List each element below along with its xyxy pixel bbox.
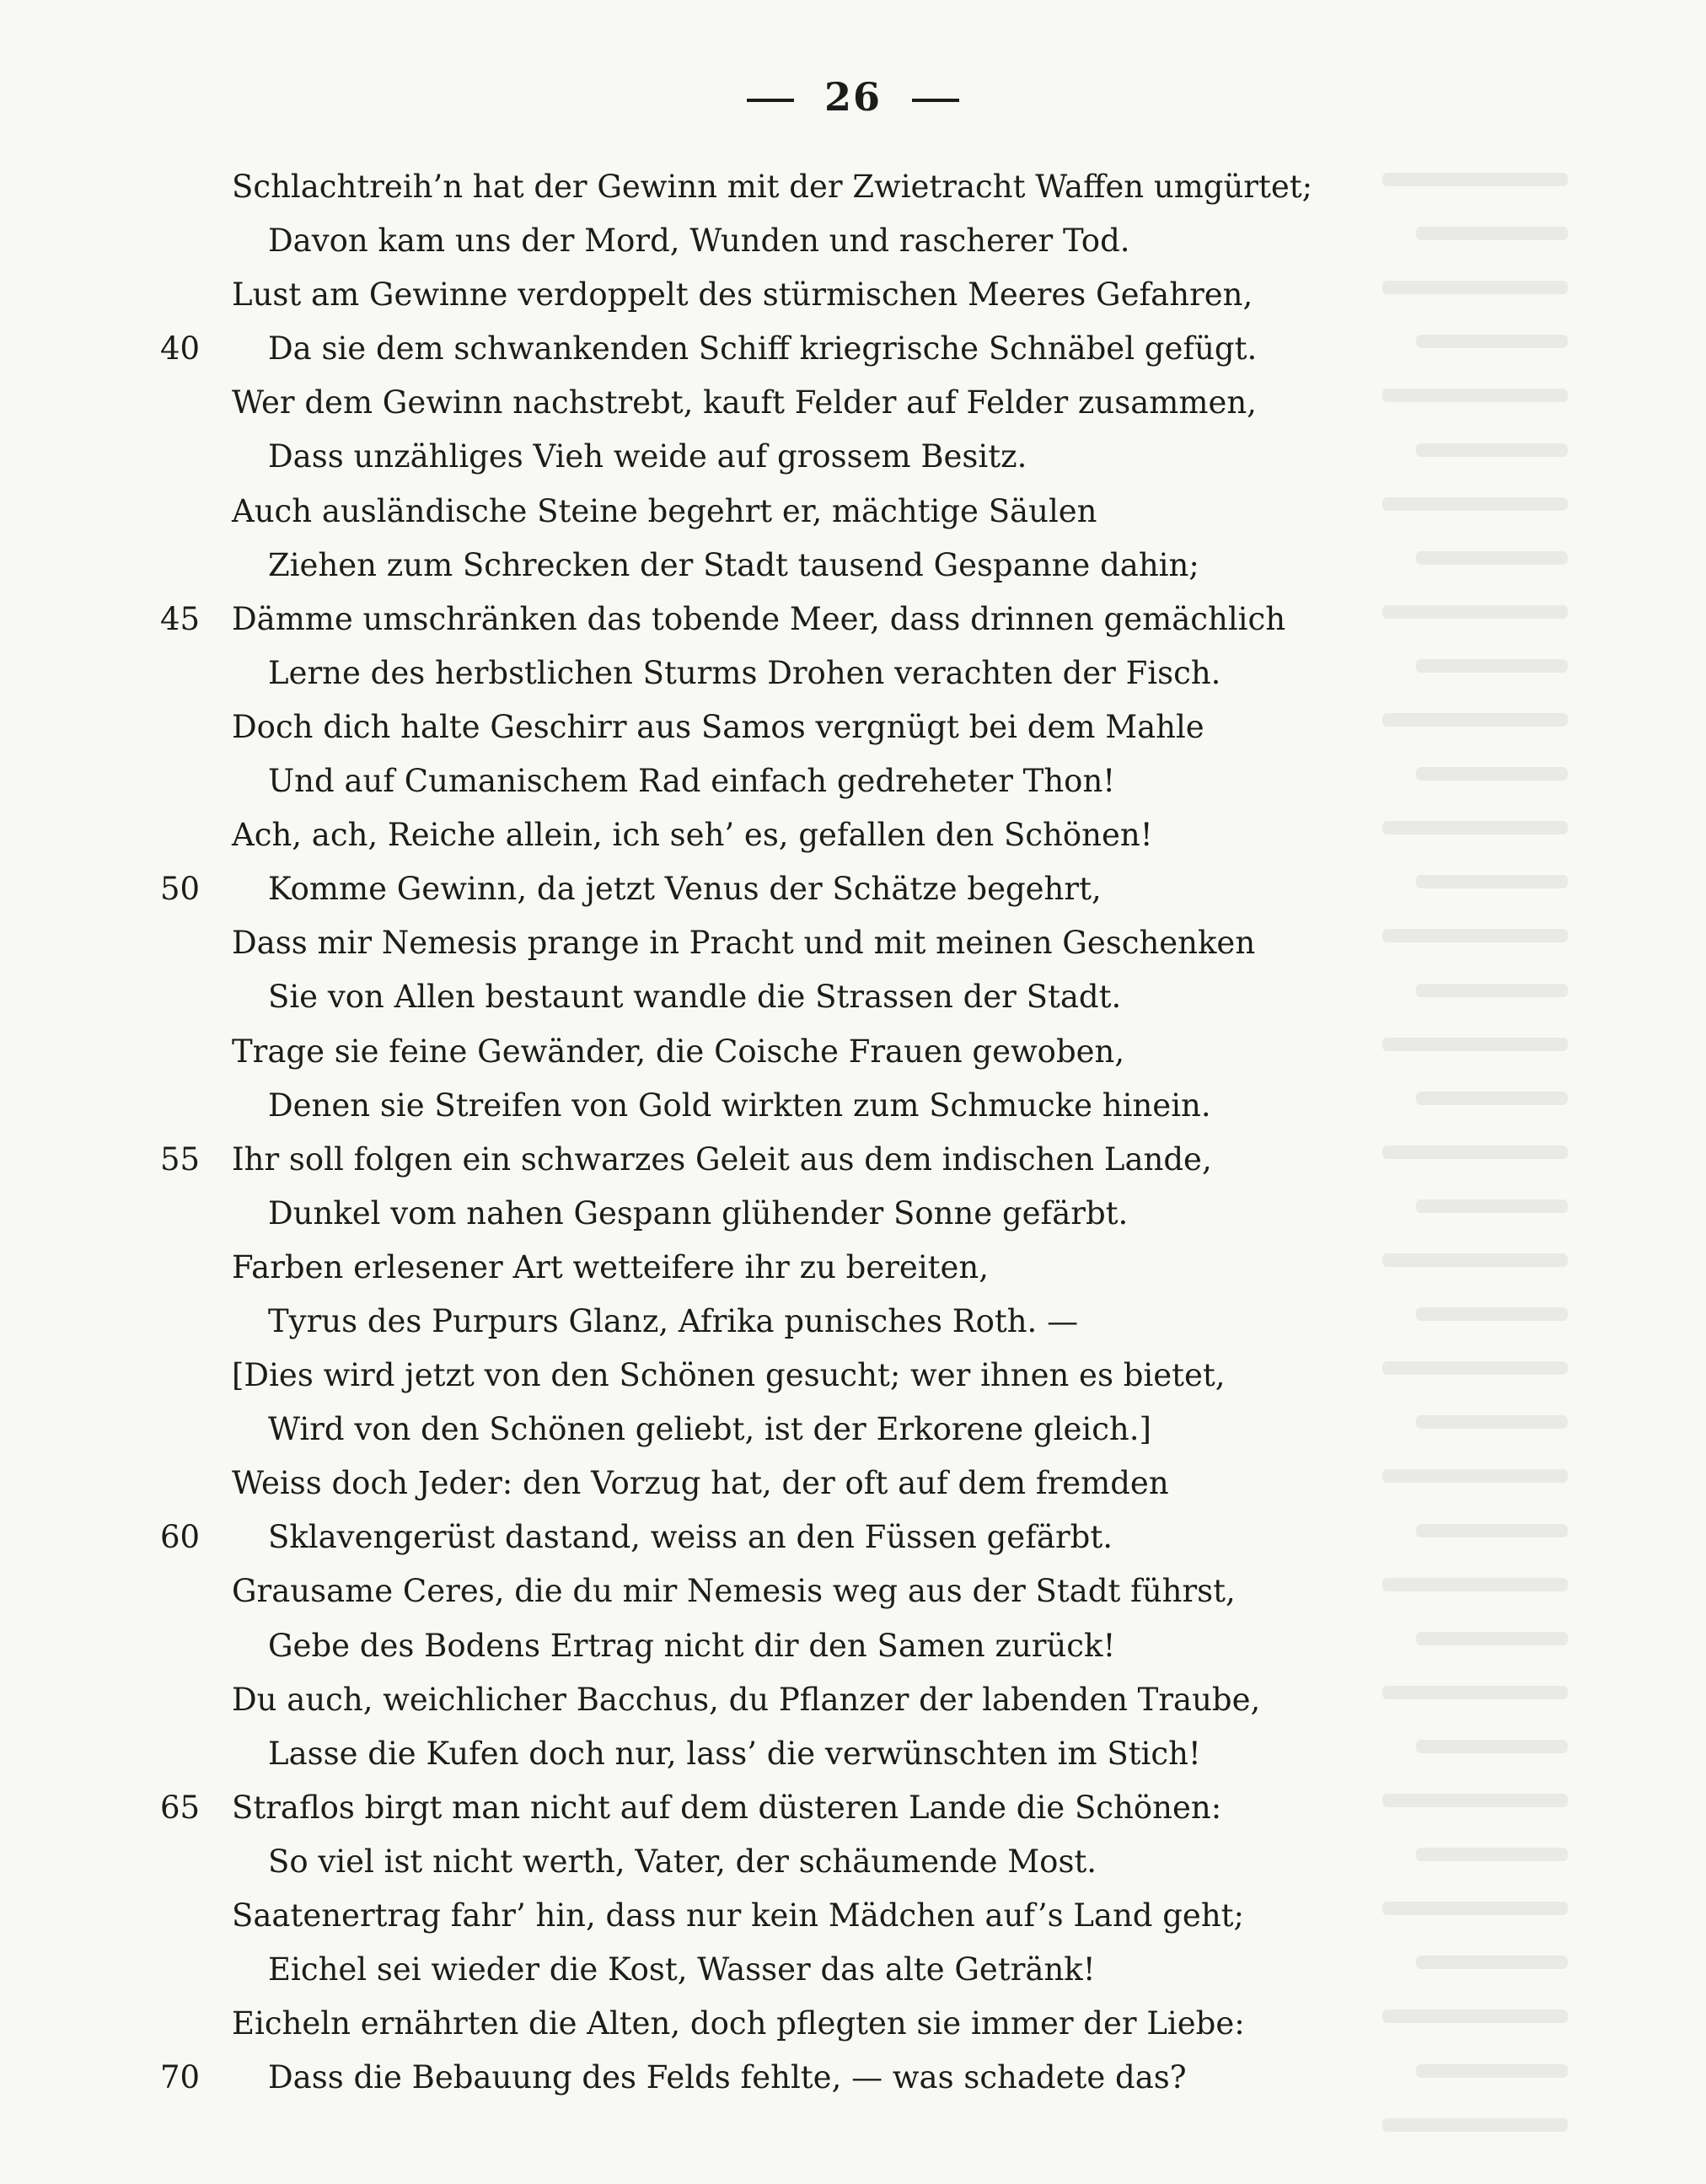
verse-line — [0, 1619, 1706, 1673]
verse-text: Da sie dem schwankenden Schiff kriegrische Schnäbel gefügt. — [268, 330, 1258, 368]
line-number: 65 — [160, 1789, 201, 1826]
line-number: 60 — [160, 1519, 201, 1556]
verse-text: Eicheln ernährten die Alten, doch pflegten sie immer der Liebe: — [232, 2005, 1245, 2042]
header-dash-right — [912, 99, 959, 102]
verse-text: Doch dich halte Geschirr aus Samos vergnügt bei dem Mahle — [232, 708, 1204, 745]
line-number: 40 — [160, 330, 201, 368]
verse-text: Saatenertrag fahr’ hin, dass nur kein Mädchen auf’s Land geht; — [232, 1897, 1244, 1934]
page-number: 26 — [823, 74, 882, 120]
verse-text: Komme Gewinn, da jetzt Venus der Schätze begehrt, — [268, 871, 1102, 908]
verse-line — [0, 1835, 1706, 1889]
verse-line — [0, 970, 1706, 1024]
verse-line — [0, 430, 1706, 484]
verse-line — [0, 916, 1706, 970]
verse-line — [0, 1889, 1706, 1943]
verse-text: Lust am Gewinne verdoppelt des stürmischen Meeres Gefahren, — [232, 276, 1253, 314]
verse-text: Lerne des herbstlichen Sturms Drohen verachten der Fisch. — [268, 654, 1221, 691]
page-header — [0, 74, 1706, 120]
line-number: 50 — [160, 871, 201, 908]
show-through-line — [1382, 2118, 1568, 2132]
verse-text: Trage sie feine Gewänder, die Coische Frauen gewoben, — [232, 1033, 1125, 1070]
verse-line — [0, 485, 1706, 539]
verse-line — [0, 376, 1706, 430]
line-number: 70 — [160, 2059, 201, 2096]
verse-line — [0, 1781, 1706, 1835]
verse-text: Dass unzähliges Vieh weide auf grossem Besitz. — [268, 438, 1027, 475]
verse-line — [0, 1997, 1706, 2051]
verse-line — [0, 1564, 1706, 1618]
verse-line — [0, 754, 1706, 808]
poem-text — [0, 160, 1706, 2105]
verse-text: Ach, ach, Reiche allein, ich seh’ es, gefallen den Schönen! — [232, 817, 1153, 854]
verse-line — [0, 1241, 1706, 1295]
verse-text: [Dies wird jetzt von den Schönen gesucht; wer ihnen es bietet, — [232, 1357, 1226, 1394]
verse-line — [0, 160, 1706, 214]
verse-line — [0, 1295, 1706, 1349]
verse-line — [0, 268, 1706, 322]
verse-line — [0, 1079, 1706, 1133]
verse-text: Schlachtreih’n hat der Gewinn mit der Zwietracht Waffen umgürtet; — [232, 169, 1313, 205]
verse-text: Lasse die Kufen doch nur, lass’ die verwünschten im Stich! — [268, 1735, 1201, 1772]
verse-text: Wer dem Gewinn nachstrebt, kauft Felder auf Felder zusammen, — [232, 384, 1257, 421]
verse-line — [0, 1187, 1706, 1241]
verse-text: Dass mir Nemesis prange in Pracht und mit meinen Geschenken — [232, 925, 1256, 962]
verse-text: Ihr soll folgen ein schwarzes Geleit aus dem indischen Lande, — [232, 1140, 1212, 1178]
line-number: 45 — [160, 600, 201, 637]
verse-text: Weiss doch Jeder: den Vorzug hat, der oft auf dem fremden — [232, 1465, 1169, 1502]
verse-text: Dämme umschränken das tobende Meer, dass drinnen gemächlich — [232, 600, 1286, 637]
verse-text: Wird von den Schönen geliebt, ist der Erkorene gleich.] — [268, 1411, 1151, 1448]
verse-line — [0, 647, 1706, 700]
verse-line — [0, 1457, 1706, 1511]
verse-line — [0, 1025, 1706, 1079]
header-dash-left — [747, 99, 794, 102]
line-number: 55 — [160, 1140, 201, 1178]
verse-line — [0, 700, 1706, 754]
verse-text: Ziehen zum Schrecken der Stadt tausend Gespanne dahin; — [268, 546, 1199, 583]
verse-line — [0, 539, 1706, 593]
verse-line — [0, 1349, 1706, 1403]
verse-line — [0, 1133, 1706, 1187]
verse-line — [0, 1403, 1706, 1457]
verse-line — [0, 214, 1706, 268]
verse-text: Gebe des Bodens Ertrag nicht dir den Samen zurück! — [268, 1627, 1116, 1664]
verse-text: Tyrus des Purpurs Glanz, Afrika punisches Roth. — — [268, 1302, 1079, 1339]
verse-line — [0, 1511, 1706, 1564]
verse-text: Grausame Ceres, die du mir Nemesis weg aus der Stadt führst, — [232, 1573, 1236, 1610]
verse-text: Dunkel vom nahen Gespann glühender Sonne gefärbt. — [268, 1194, 1129, 1232]
verse-text: Dass die Bebauung des Felds fehlte, — was schadete das? — [268, 2059, 1187, 2096]
verse-line — [0, 1727, 1706, 1781]
verse-line — [0, 2051, 1706, 2105]
verse-text: Sie von Allen bestaunt wandle die Strassen der Stadt. — [268, 979, 1122, 1016]
verse-text: Eichel sei wieder die Kost, Wasser das alte Getränk! — [268, 1951, 1096, 1988]
verse-line — [0, 322, 1706, 376]
verse-line — [0, 593, 1706, 647]
verse-text: So viel ist nicht werth, Vater, der schäumende Most. — [268, 1843, 1097, 1880]
verse-line — [0, 862, 1706, 916]
verse-text: Du auch, weichlicher Bacchus, du Pflanzer der labenden Traube, — [232, 1681, 1261, 1718]
verse-line — [0, 1943, 1706, 1997]
verse-text: Und auf Cumanischem Rad einfach gedreheter Thon! — [268, 763, 1116, 800]
verse-line — [0, 1673, 1706, 1727]
verse-text: Denen sie Streifen von Gold wirkten zum Schmucke hinein. — [268, 1087, 1211, 1124]
verse-text: Straflos birgt man nicht auf dem düsteren Lande die Schönen: — [232, 1789, 1222, 1826]
verse-text: Davon kam uns der Mord, Wunden und rascherer Tod. — [268, 223, 1130, 260]
verse-text: Farben erlesener Art wetteifere ihr zu bereiten, — [232, 1248, 990, 1285]
verse-text: Sklavengerüst dastand, weiss an den Füssen gefärbt. — [268, 1519, 1113, 1556]
verse-text: Auch ausländische Steine begehrt er, mächtige Säulen — [232, 492, 1097, 529]
verse-line — [0, 808, 1706, 862]
